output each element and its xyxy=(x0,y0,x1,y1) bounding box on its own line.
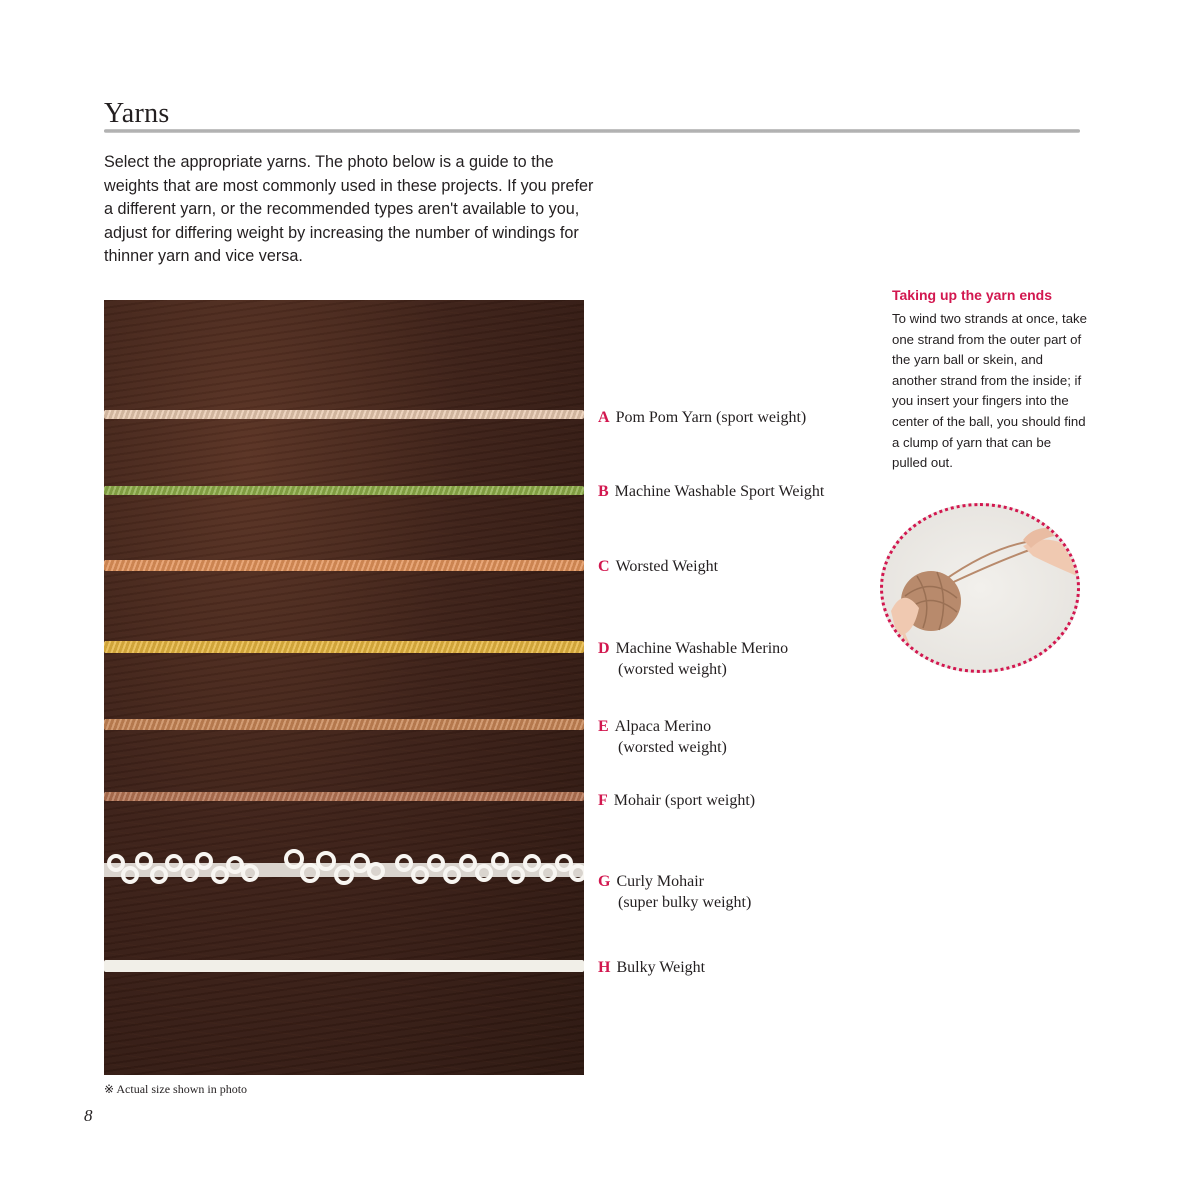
yarn-label-e: E Alpaca Merino (worsted weight) xyxy=(598,718,727,756)
yarn-label-f: F Mohair (sport weight) xyxy=(598,792,756,809)
yarn-label-d: D Machine Washable Merino (worsted weight) xyxy=(598,640,789,678)
tip-body: To wind two strands at once, take one strand from the outer part of the yarn ball or skein, and another strand from the inside; if you insert your fingers into the center of the ball, you should find a clump of yarn that can be pulled out. xyxy=(892,311,1087,471)
yarn-label-a: A Pom Pom Yarn (sport weight) xyxy=(598,409,807,426)
yarn-label-g: G Curly Mohair (super bulky weight) xyxy=(598,873,752,911)
photo-caption: ※ Actual size shown in photo xyxy=(104,1082,248,1096)
hand-holding-yarn-ball-illustration xyxy=(883,506,1077,670)
yarn-strand-d xyxy=(104,641,584,653)
page-title: Yarns xyxy=(104,98,170,129)
intro-paragraph: Select the appropriate yarns. The photo below is a guide to the weights that are most commonly used in these projects. If you prefer a different yarn, or the recommended types aren't available to you, adjust for differing weight by increasing the number of windings for thinner yarn and vice versa. xyxy=(104,153,594,266)
yarn-label-c: C Worsted Weight xyxy=(598,558,719,575)
yarn-ball-photo xyxy=(880,503,1080,673)
curly-mohair-loops xyxy=(104,845,584,895)
title-divider xyxy=(104,129,1080,133)
yarn-strand-f xyxy=(104,792,584,801)
page-number: 8 xyxy=(84,1106,93,1125)
yarn-strand-e xyxy=(104,719,584,730)
yarn-label-b: B Machine Washable Sport Weight xyxy=(598,483,825,500)
yarn-strand-g xyxy=(104,845,584,895)
yarn-strand-c xyxy=(104,560,584,571)
yarn-strand-a xyxy=(104,410,584,419)
yarn-strand-b xyxy=(104,486,584,495)
yarn-strand-h xyxy=(104,960,584,972)
yarn-label-h: H Bulky Weight xyxy=(598,959,706,976)
tip-heading: Taking up the yarn ends xyxy=(892,287,1052,303)
yarn-photo xyxy=(104,300,584,1075)
